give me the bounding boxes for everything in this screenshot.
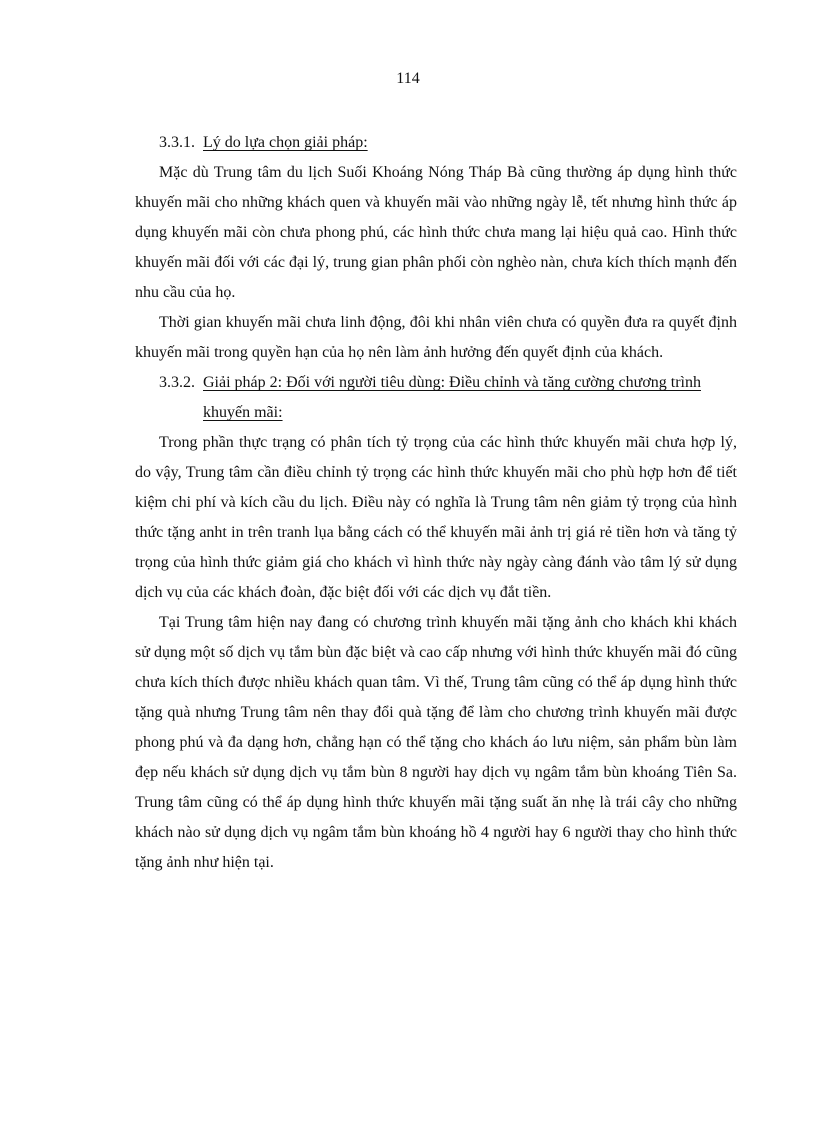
section-title: Giải pháp 2: Đối với người tiêu dùng: Điều chỉnh và tăng cường chương trình khuyến mãi: xyxy=(203,374,701,421)
section-heading-3-3-1 xyxy=(135,128,737,158)
paragraph: Mặc dù Trung tâm du lịch Suối Khoáng Nóng Tháp Bà cũng thường áp dụng hình thức khuyến mãi cho những khách quen và khuyến mãi vào những ngày lễ, tết nhưng hình thức áp dụng khuyến mãi còn chưa phong phú, các hình thức chưa mang lại hiệu quả cao. Hình thức khuyến mãi đối với các đại lý, trung gian phân phối còn nghèo nàn, chưa kích thích mạnh đến nhu cầu của họ. xyxy=(135,164,737,301)
paragraph: Thời gian khuyến mãi chưa linh động, đôi khi nhân viên chưa có quyền đưa ra quyết định khuyến mãi trong quyền hạn của họ nên làm ảnh hưởng đến quyết định của khách. xyxy=(135,314,737,361)
paragraph: Tại Trung tâm hiện nay đang có chương trình khuyến mãi tặng ảnh cho khách khi khách sử dụng một số dịch vụ tắm bùn đặc biệt và cao cấp nhưng với hình thức khuyến mãi đó cũng chưa kích thích được nhiều khách quan tâm. Vì thế, Trung tâm cũng có thể áp dụng hình thức tặng quà nhưng Trung tâm nên thay đổi quà tặng để làm cho chương trình khuyến mãi được phong phú và đa dạng hơn, chẳng hạn có thể tặng cho khách áo lưu niệm, sản phẩm bùn làm đẹp nếu khách sử dụng dịch vụ tắm bùn 8 người hay dịch vụ ngâm tắm bùn khoáng Tiên Sa. Trung tâm cũng có thể áp dụng hình thức khuyến mãi tặng suất ăn nhẹ là trái cây cho những khách nào sử dụng dịch vụ ngâm tắm bùn khoáng hồ 4 người hay 6 người thay cho hình thức tặng ảnh như hiện tại. xyxy=(135,614,737,871)
document-body xyxy=(135,128,737,878)
section-title: Lý do lựa chọn giải pháp: xyxy=(203,134,368,151)
paragraph: Trong phần thực trạng có phân tích tỷ trọng của các hình thức khuyến mãi chưa hợp lý, do vậy, Trung tâm cần điều chỉnh tỷ trọng các hình thức khuyến mãi cho phù hợp hơn để tiết kiệm chi phí và kích cầu du lịch. Điều này có nghĩa là Trung tâm nên giảm tỷ trọng của hình thức tặng anht in trên tranh lụa bằng cách có thể khuyến mãi ảnh trị giá rẻ tiền hơn và tăng tỷ trọng của hình thức giảm giá cho khách vì hình thức này ngày càng đánh vào tâm lý sử dụng dịch vụ của các khách đoàn, đặc biệt đối với các dịch vụ đắt tiền. xyxy=(135,434,737,601)
section-number: 3.3.2. xyxy=(159,374,195,391)
page-number: 114 xyxy=(396,70,420,87)
section-heading-3-3-2 xyxy=(135,368,737,428)
section-number: 3.3.1. xyxy=(159,134,195,151)
